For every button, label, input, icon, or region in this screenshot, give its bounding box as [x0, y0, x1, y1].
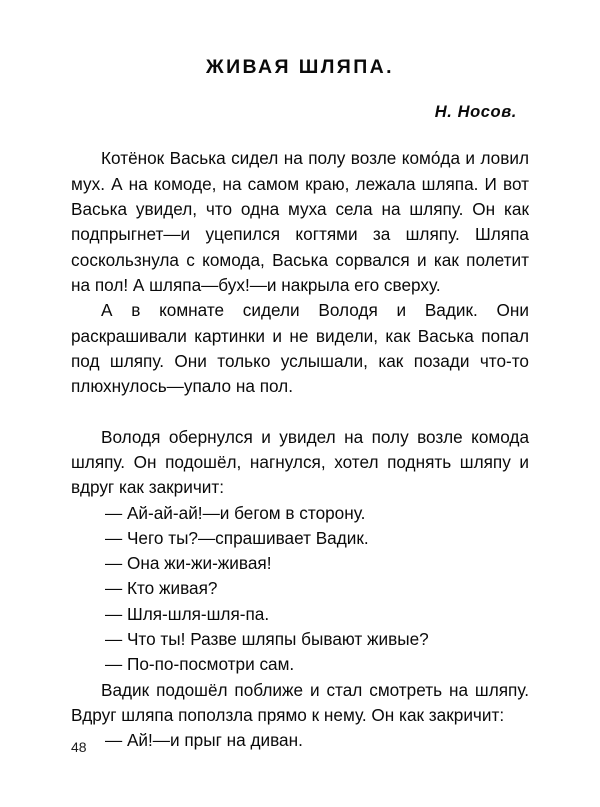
paragraph-4: Вадик подошёл поближе и стал смотреть на шляпу. Вдруг шляпа поползла прямо к нему. Он как закричит: — [71, 679, 529, 725]
page-content — [71, 0, 529, 754]
author-byline: Н. Носов. — [434, 103, 517, 122]
dialogue-list-last — [71, 728, 529, 753]
dialogue-line: — Кто живая? — [105, 578, 218, 599]
page-title: ЖИВАЯ ШЛЯПА. — [206, 56, 394, 78]
dialogue-line: — По-по-посмотри сам. — [105, 654, 295, 675]
dialogue-list-first — [71, 501, 529, 678]
dialogue-line: — Она жи-жи-живая! — [105, 553, 272, 574]
dialogue-line: — Что ты! Разве шляпы бывают живые? — [105, 629, 429, 650]
dialogue-line: — Шля-шля-шля-па. — [105, 603, 270, 624]
dialogue-line: — Ай-ай-ай!—и бегом в сторону. — [105, 502, 366, 523]
dialogue-line: — Ай!—и прыг на диван. — [105, 730, 303, 751]
paragraph-3: Володя обернулся и увидел на полу возле комода шляпу. Он подошёл, нагнулся, хотел поднять шляпу и вдруг как закричит: — [71, 426, 529, 498]
story-body — [71, 122, 529, 753]
dialogue-line: — Чего ты?—спрашивает Вадик. — [105, 527, 369, 548]
page-number: 48 — [71, 739, 87, 755]
paragraph-2: А в комнате сидели Володя и Вадик. Они раскрашивали картинки и не видели, как Васька попал под шляпу. Они только услышали, как позади что-то плюхнулось—упало на пол. — [71, 300, 529, 397]
paragraph-1: Котёнок Васька сидел на полу возле комо́да и ловил мух. А на комоде, на самом краю, лежала шляпа. И вот Васька увидел, что одна муха села на шляпу. Он как подпрыгнет—и уцепился когтями за шляпу. Шляпа соскользнула с комода, Васька сорвался и как полетит на пол! А шляпа—бух!—и накрыла его сверху. — [71, 148, 529, 295]
